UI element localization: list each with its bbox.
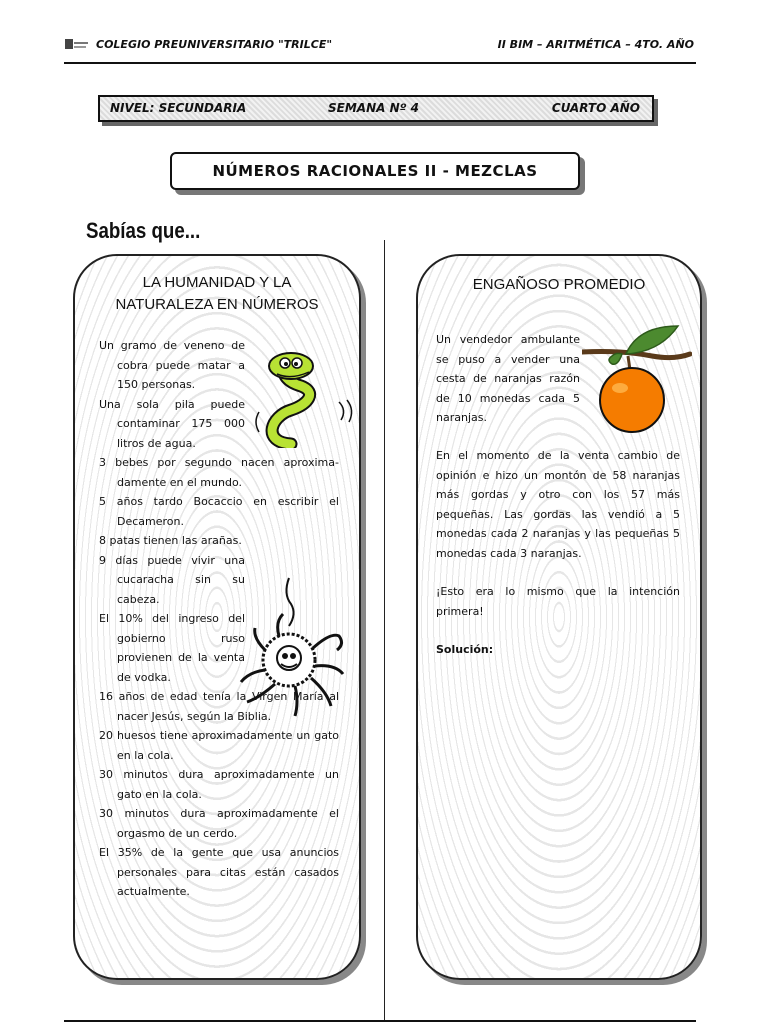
grade-label: CUARTO AÑO (551, 101, 640, 115)
section-heading: Sabías que... (86, 218, 201, 243)
list-item: 30 minutos dura aproximadamente un gato en la cola. (99, 768, 339, 801)
story-paragraph-3: ¡Esto era lo mismo que la intención primera! (436, 585, 680, 618)
facts-card (73, 254, 361, 980)
list-item: 5 años tardo Bocaccio en escribir el Decameron. (99, 495, 339, 528)
list-item: 30 minutos dura aproximadamente el orgasmo de un cerdo. (99, 807, 339, 840)
list-item: 20 huesos tiene aproximadamente un gato en la cola. (99, 729, 339, 762)
list-item: 3 bebes por segundo nacen aproxima-damente en el mundo. (99, 456, 339, 489)
orange-fruit-icon (582, 320, 692, 438)
school-logo-icon (64, 37, 90, 51)
page-title: NÚMEROS RACIONALES II - MEZCLAS (170, 152, 580, 190)
list-item: Una sola pila puede contaminar 175 000 litros de agua. (99, 397, 245, 450)
story-card (416, 254, 702, 980)
snake-cartoon-icon (251, 352, 357, 448)
list-item: El 10% del ingreso del gobierno ruso provienen de la venta de vodka. (99, 612, 245, 684)
level-bar (98, 95, 654, 122)
facts-card-title: LA HUMANIDAD Y LA NATURALEZA EN NÚMEROS (115, 274, 319, 313)
spider-cartoon-icon (235, 574, 355, 724)
list-item: El 35% de la gente que usa anuncios personales para citas están casados actualmente. (99, 846, 339, 898)
footer-rule (64, 1020, 696, 1022)
story-paragraph-1: Un vendedor ambulante se puso a vender una cesta de naranjas razón de 10 monedas cada 5 naranjas. (436, 333, 580, 424)
column-divider (384, 240, 385, 1020)
week-label: SEMANA Nº 4 (328, 101, 419, 115)
school-name: COLEGIO PREUNIVERSITARIO "TRILCE" (96, 38, 333, 51)
list-item: 9 días puede vivir una cucaracha sin su cabeza. (99, 553, 245, 606)
course-info: II BIM – ARITMÉTICA – 4TO. AÑO (497, 38, 694, 51)
list-item: Un gramo de veneno de cobra puede matar a 150 personas. (99, 339, 245, 391)
solution-label: Solución: (436, 643, 494, 656)
story-paragraph-2: En el momento de la venta cambio de opinión e hizo un montón de 58 naranjas más gordas y otro con los 57 más pequeñas. Las gordas las vendió a 5 monedas cada 2 naranjas y las pequeñas 5 monedas cada 3 naranjas. (436, 449, 680, 560)
story-card-title: ENGAÑOSO PROMEDIO (472, 276, 646, 293)
list-item: 8 patas tienen las arañas. (99, 534, 242, 547)
page-header (64, 34, 696, 56)
level-label: NIVEL: SECUNDARIA (110, 101, 247, 115)
header-rule (64, 62, 696, 64)
list-item: 16 años de edad tenía la Virgen María al nacer Jesús, según la Biblia. (99, 690, 339, 723)
